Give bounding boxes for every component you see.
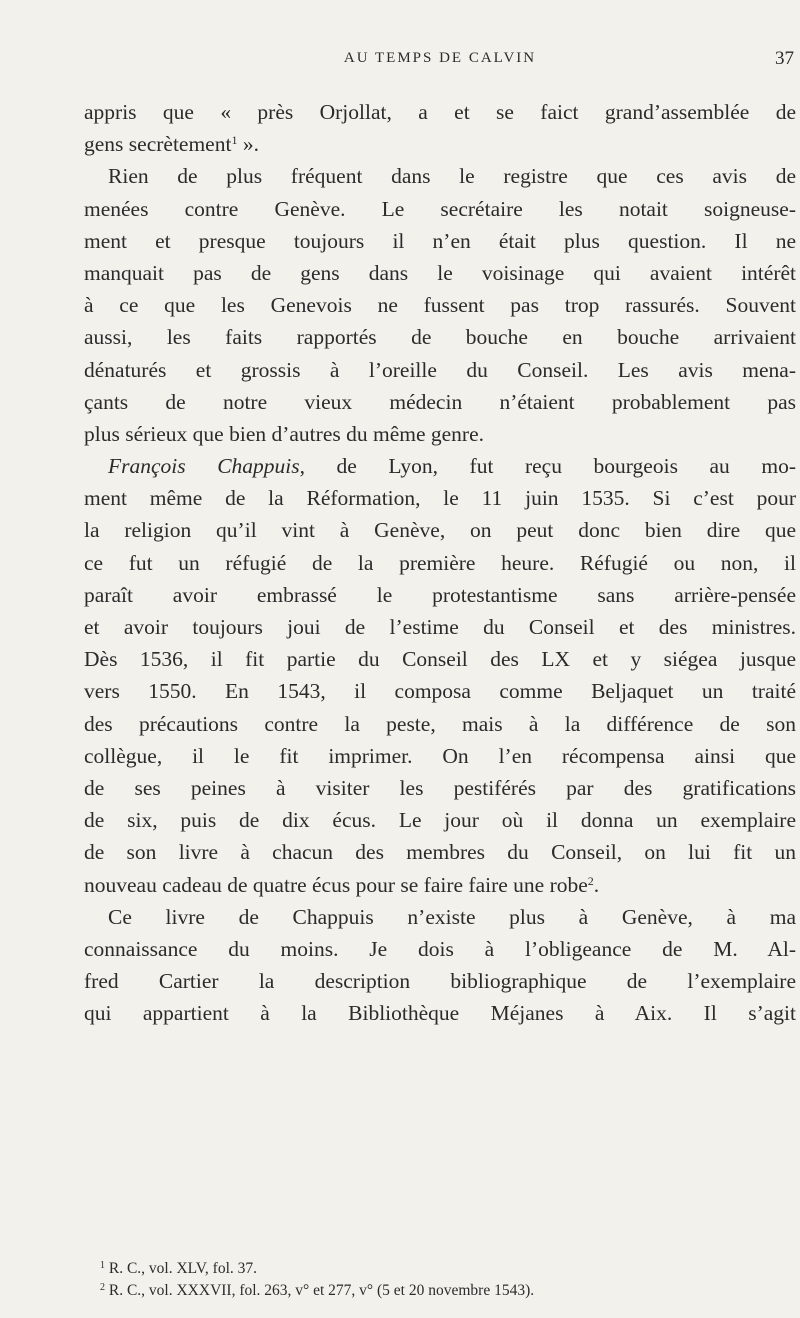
text-line: fred Cartier la description bibliographique de l’exemplaire [84,969,796,994]
footnote-mark: 2 [100,1282,105,1293]
text-line: appris que « près Orjollat, a et se faict grand’assemblée de [84,100,796,124]
footnote-mark: 1 [100,1260,105,1271]
text-line: paraît avoir embrassé le protestantisme sans arrière-pensée [84,582,796,607]
text-line: ment même de la Réformation, le 11 juin 1535. Si c’est pour [84,486,796,511]
text-line: Ce livre de Chappuis n’existe plus à Genève, à ma [108,904,796,929]
footnote-ref: 1 [231,133,238,148]
person-name: François Chappuis [108,454,300,479]
text-line: Dès 1536, il fit partie du Conseil des LX et y siégea jusque [84,647,796,672]
text-line: gens secrètement$^1$ ». [84,132,259,157]
text-line: menées contre Genève. Le secrétaire les notait soigneuse- [84,196,796,221]
text-line: dénaturés et grossis à l’oreille du Conseil. Les avis mena- [84,357,796,382]
text-line: collègue, il le fit imprimer. On l’en récompensa ainsi que [84,743,796,768]
text-line: manquait pas de gens dans le voisinage qui avaient intérêt [84,260,796,285]
text-line: qui appartient à la Bibliothèque Méjanes à Aix. Il s’agit [84,1001,796,1026]
text-line: François Chappuis, de Lyon, fut reçu bourgeois au mo- [108,454,796,479]
text-line: aussi, les faits rapportés de bouche en bouche arrivaient [84,325,796,350]
footnote-ref: 2 [587,873,594,888]
running-head: AU TEMPS DE CALVIN [343,50,537,66]
text-line: de ses peines à visiter les pestiférés par des gratifications [84,775,796,800]
text-line: la religion qu’il vint à Genève, on peut donc bien dire que [84,518,796,543]
text-line: nouveau cadeau de quatre écus pour se faire faire une robe$^2$. [84,872,600,897]
page-number: 37 [775,48,794,69]
text-line: de son livre à chacun des membres du Conseil, on lui fit un [84,840,796,865]
text-line: des précautions contre la peste, mais à la différence de son [84,711,796,736]
footnotes [100,1258,800,1302]
text-line: vers 1550. En 1543, il composa comme Beljaquet un traité [84,679,796,704]
text-line: ment et presque toujours il n’en était plus question. Il ne [84,228,796,253]
page-header [84,50,796,76]
text-line: connaissance du moins. Je dois à l’obligeance de M. Al- [84,936,796,961]
text-line: Rien de plus fréquent dans le registre que ces avis de [108,164,796,189]
text-line: çants de notre vieux médecin n’étaient probablement pas [84,389,796,414]
text-line: plus sérieux que bien d’autres du même genre. [84,421,485,446]
text-line: ce fut un réfugié de la première heure. Réfugié ou non, il [84,550,796,575]
footnote: $^2$ R. C., vol. XXXVII, fol. 263, v° et 277, v° (5 et 20 novembre 1543). [100,1282,535,1299]
body-text [84,96,796,1029]
text-line: et avoir toujours joui de l’estime du Conseil et des ministres. [84,615,796,639]
text-line: de six, puis de dix écus. Le jour où il donna un exemplaire [84,808,796,833]
text-line: à ce que les Genevois ne fussent pas trop rassurés. Souvent [84,293,796,318]
footnote: $^1$ R. C., vol. XLV, fol. 37. [100,1260,258,1277]
